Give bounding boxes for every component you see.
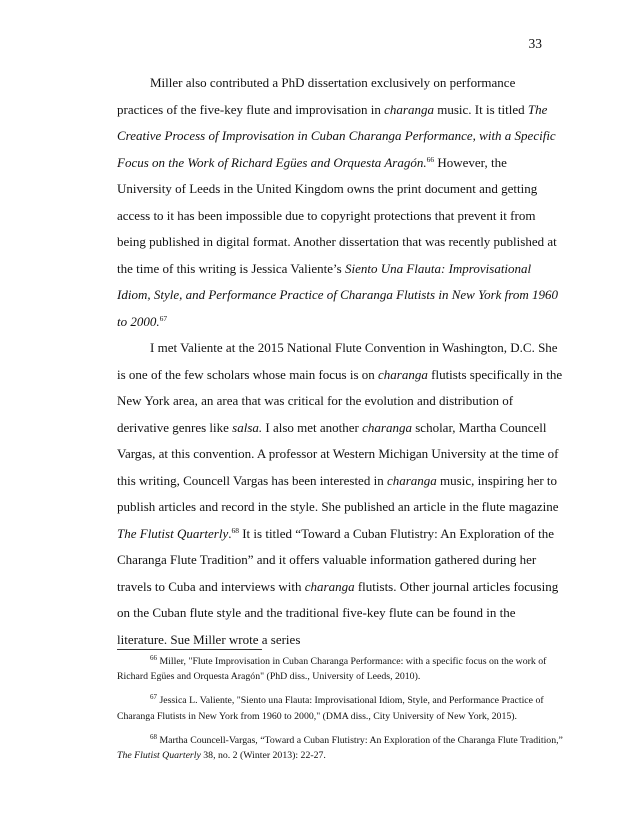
footnote-ref: 68: [231, 525, 239, 535]
paragraph: [117, 70, 564, 335]
text-run: 38, no. 2 (Winter 2013): 22-27.: [200, 750, 326, 762]
text-run: I also met another: [262, 419, 363, 435]
paragraph: [117, 335, 564, 653]
text-run: .: [228, 525, 232, 541]
footnote-ref: 68: [150, 732, 157, 741]
text-run: The Creative Process of Improvisation in Cuban Charanga Performance, with a Specific Focus on the Work of Richard Egües and Orquesta Aragón.: [117, 101, 556, 170]
footnote-ref: 66: [150, 654, 157, 662]
text-run: Miller, "Flute Improvisation in Cuban Charanga Performance: with a specific focus on the work of Richard Egües and Orquesta Aragón" (PhD diss., University of Leeds, 2010).: [117, 656, 547, 683]
body-text: [117, 70, 564, 653]
text-run: Siento Una Flauta: Improvisational Idiom, Style, and Performance Practice of Charanga Flutists in New York from 1960 to 2000.: [117, 260, 559, 329]
text-run: charanga: [386, 472, 437, 488]
footnotes: [117, 654, 569, 772]
text-run: music, inspiring her to publish articles and record in the style. She published an article in the flute magazine: [117, 472, 559, 514]
text-run: scholar, Martha Councell Vargas, at this convention. A professor at Western Michigan University at the time of this writing, Councell Vargas has been interested in: [117, 419, 559, 488]
footnote: [117, 693, 569, 723]
text-run: I met Valiente at the 2015 National Flute Convention in Washington, D.C. She is one of the few scholars whose main focus is on: [117, 340, 558, 382]
text-run: Martha Councell-Vargas, “Toward a Cuban Flutistry: An Exploration of the Charanga Flute Tradition,”: [157, 734, 563, 746]
text-run: salsa.: [232, 419, 263, 435]
text-run: However, the University of Leeds in the United Kingdom owns the print document and getting access to it has been impossible due to copyright protections that prevent it from being published in digital format. Another dissertation that was recently published at the time of this writing is Jessica Valiente’s: [117, 154, 557, 276]
footnote-ref: 66: [426, 154, 435, 164]
text-run: charanga: [378, 366, 428, 382]
footnote-separator: [117, 649, 262, 650]
footnote: [117, 654, 569, 684]
text-run: It is titled “Toward a Cuban Flutistry: An Exploration of the Charanga Flute Tradition” and it offers valuable information gathered during her travels to Cuba and interviews with: [117, 525, 554, 594]
text-run: charanga: [362, 419, 412, 435]
text-run: Miller also contributed a PhD dissertation exclusively on performance practices of the five-key flute and improvisation in: [117, 75, 516, 117]
text-run: charanga: [384, 101, 434, 117]
footnote-ref: 67: [159, 313, 168, 323]
text-run: flutists. Other journal articles focusing on the Cuban flute style and the traditional five-key flute can be found in the literature. Sue Miller wrote a series: [117, 578, 559, 647]
text-run: flutists specifically in the New York area, an area that was critical for the evolution and distribution of derivative genres like: [117, 366, 563, 435]
text-run: The Flutist Quarterly: [117, 525, 229, 541]
text-run: music. It is titled: [433, 101, 528, 117]
footnote-ref: 67: [150, 693, 157, 702]
text-run: charanga: [304, 578, 355, 594]
page-number: 33: [528, 36, 542, 51]
text-run: The Flutist Quarterly: [117, 750, 201, 762]
text-run: Jessica L. Valiente, "Siento una Flauta: Improvisational Idiom, Style, and Performance Practice of Charanga Flutists in New York from 1960 to 2000," (DMA diss., City University of New York, 2015).: [117, 695, 544, 722]
footnote: [117, 733, 569, 763]
